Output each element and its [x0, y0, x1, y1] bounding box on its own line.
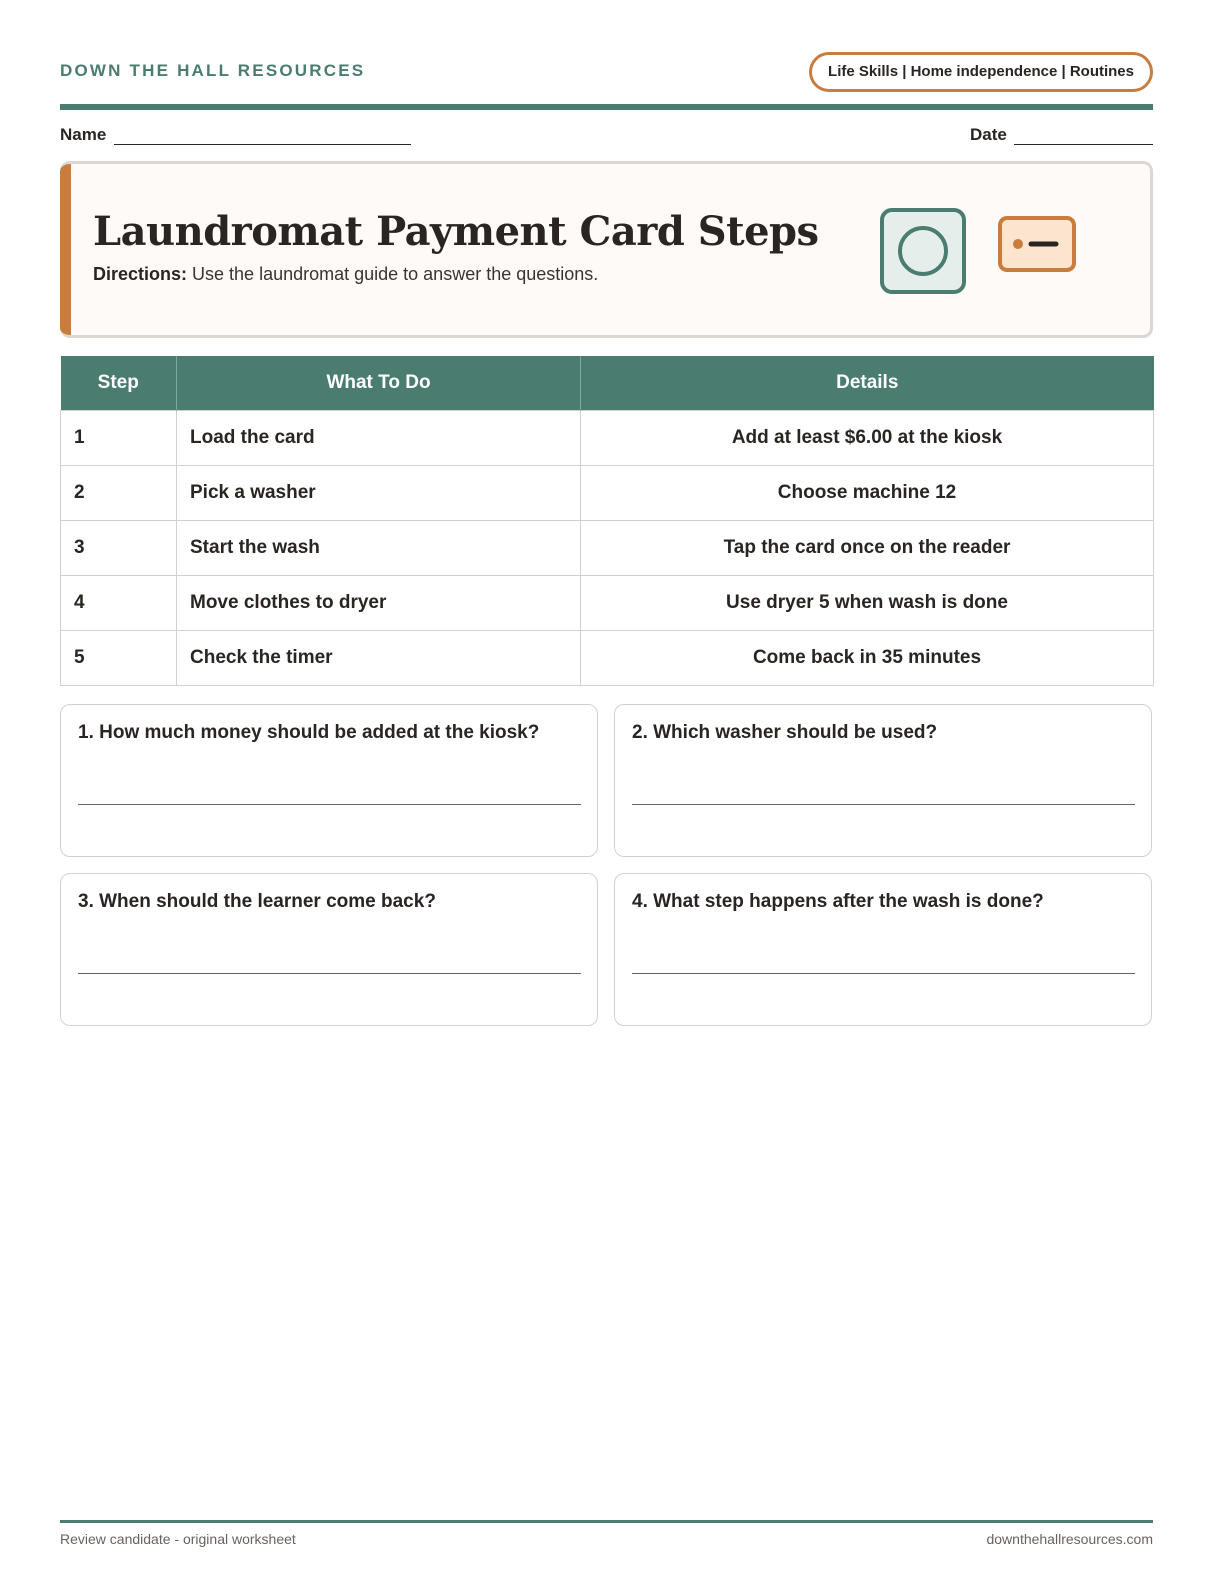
step-number: 4 [61, 576, 177, 631]
top-bar [60, 52, 1153, 92]
step-action: Move clothes to dryer [177, 576, 581, 631]
footer-divider [60, 1520, 1153, 1523]
name-field[interactable] [114, 144, 411, 145]
steps-table [60, 356, 1154, 686]
column-header-step: Step [61, 356, 177, 411]
answer-line[interactable] [78, 804, 581, 805]
step-action: Start the wash [177, 521, 581, 576]
directions-label: Directions: [93, 264, 188, 284]
step-action: Pick a washer [177, 466, 581, 521]
column-header-details: Details [581, 356, 1154, 411]
step-details: Use dryer 5 when wash is done [581, 576, 1154, 631]
topic-tags-badge: Life Skills | Home independence | Routines [809, 52, 1153, 92]
title-card [60, 161, 1153, 338]
table-row [61, 521, 1154, 576]
step-details: Tap the card once on the reader [581, 521, 1154, 576]
directions [93, 264, 598, 285]
footer-note: Review candidate - original worksheet [60, 1531, 296, 1547]
date-label: Date [970, 125, 1007, 144]
answer-line[interactable] [78, 973, 581, 974]
directions-text: Use the laundromat guide to answer the questions. [187, 264, 599, 284]
step-action: Check the timer [177, 631, 581, 686]
question-text: 3. When should the learner come back? [78, 891, 436, 912]
table-row [61, 466, 1154, 521]
question-text: 4. What step happens after the wash is done? [632, 891, 1044, 912]
question-text: 1. How much money should be added at the kiosk? [78, 722, 540, 743]
payment-card-icon [998, 216, 1076, 272]
page-title: Laundromat Payment Card Steps [93, 208, 819, 255]
step-details: Come back in 35 minutes [581, 631, 1154, 686]
question-card-2 [614, 704, 1152, 857]
accent-bar [60, 164, 71, 335]
step-number: 1 [61, 411, 177, 466]
step-number: 3 [61, 521, 177, 576]
step-action: Load the card [177, 411, 581, 466]
brand-name: DOWN THE HALL RESOURCES [60, 61, 366, 80]
step-details: Choose machine 12 [581, 466, 1154, 521]
table-row [61, 411, 1154, 466]
question-card-4 [614, 873, 1152, 1026]
step-number: 5 [61, 631, 177, 686]
table-row [61, 576, 1154, 631]
answer-line[interactable] [632, 804, 1135, 805]
step-details: Add at least $6.00 at the kiosk [581, 411, 1154, 466]
name-label: Name [60, 125, 107, 144]
answer-line[interactable] [632, 973, 1135, 974]
table-row [61, 631, 1154, 686]
header-divider [60, 104, 1153, 110]
step-number: 2 [61, 466, 177, 521]
washer-icon [880, 208, 966, 294]
worksheet-page [60, 0, 1153, 1584]
footer-website: downthehallresources.com [986, 1531, 1153, 1547]
question-card-1 [60, 704, 598, 857]
question-card-3 [60, 873, 598, 1026]
table-header-row [61, 356, 1154, 411]
column-header-what: What To Do [177, 356, 581, 411]
name-date-row [60, 125, 1153, 149]
question-text: 2. Which washer should be used? [632, 722, 938, 743]
date-field[interactable] [1014, 144, 1153, 145]
